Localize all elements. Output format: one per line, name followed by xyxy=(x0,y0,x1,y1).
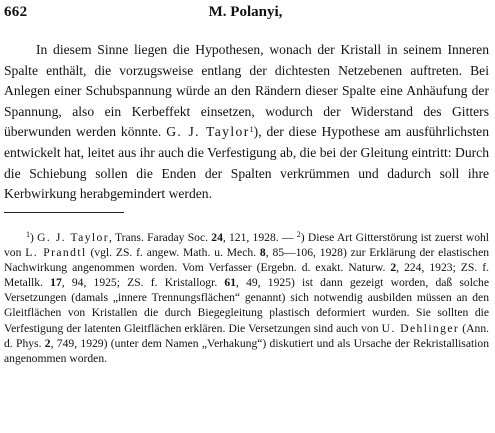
volume-number: 2 xyxy=(390,261,397,275)
footnote-text: , 224, 1923; ZS. f. Metallk. xyxy=(4,261,489,290)
footnote-text: , 49, 1925) ist dann gezeigt worden, daß solche Versetzungen (damals „innere Trennungsflächen“ genannt) sich notwendig ausbilden müssen an den Gleitflächen von Kristallen die durch Biegegleitung plastisch deformiert wurden. Sie sollten die Verfestigung der latenten Gleitflächen erklären. Die Versetzungen sind auch von xyxy=(4,276,489,335)
footnote-text: , 749, 1929) (unter dem Namen „Verhakung“) diskutiert und als Ursache der Rekristallisation angenommen worden. xyxy=(4,336,489,365)
footnote-author: L. Prandtl xyxy=(25,246,87,260)
footnote-text: ) Diese Art Gitterstörung ist zuerst wohl von xyxy=(4,231,490,260)
footnote-text: , Trans. Faraday Soc. xyxy=(109,231,208,244)
body-paragraph xyxy=(4,40,489,205)
text-segment: ), der diese Hypothese am ausführlichsten entwickelt hat, leitet aus ihr auch die Verfestigung ab, die bei der Gleitung eintritt: Durch die Schiebung sollen die Enden der Spalten verkrümmen und dadurch soll ihre Kerbwirkung herabgemindert werden. xyxy=(4,124,489,202)
footnote-text: (vgl. ZS. f. angew. Math. u. Mech. xyxy=(90,246,257,260)
footnotes xyxy=(4,230,489,366)
footnote-text: , 85—106, 1928) zur Erklärung der elastischen Nachwirkung angenommen worden. Vom Verfasser (Ergebn. d. exakt. Naturw. xyxy=(4,246,490,275)
volume-number: 8 xyxy=(259,246,266,260)
volume-number: 2 xyxy=(44,336,51,350)
footnote-text: , 121, 1928. — xyxy=(222,231,294,244)
footnote-marker[interactable]: 1 xyxy=(249,125,254,135)
footnote-paragraph: $^1$) G. J. Taylor, Trans. Faraday Soc. 24, 121, 1928. — $^2$) Diese Art Gitterstörung ist zuerst wohl von L. Prandtl (vgl. ZS. f. angew. Math. u. Mech. 8, 85—106, 1928) zur Erklärung der elastischen Nachwirkung angenommen worden. Vom Verfasser (Ergebn. d. exakt. Naturw. 2, 224, 1923; ZS. f. Metallk. 17, 94, 1925; ZS. f. Kristallogr. 61, 49, 1925) ist dann gezeigt worden, daß solche Versetzungen (damals „innere Trennungsflächen“ genannt) sich notwendig ausbilden müssen an den Gleitflächen von Kristallen die durch Biegegleitung plastisch deformiert wurden. Sie sollten die Verfestigung der latenten Gleitflächen erklären. Die Versetzungen sind auch von U. Dehlinger (Ann. d. Phys. 2, 749, 1929) (unter dem Namen „Verhakung“) diskutiert und als Ursache der Rekristallisation angenommen worden. xyxy=(4,230,490,365)
body-text xyxy=(4,40,489,205)
page-number: 662 xyxy=(4,4,28,20)
volume-number: 24 xyxy=(211,231,223,244)
volume-number: 61 xyxy=(224,276,237,290)
volume-number: 17 xyxy=(50,276,62,290)
footnote-text: (Ann. d. Phys. xyxy=(4,321,490,350)
footnote-text: , 94, 1925; ZS. f. Kristallogr. xyxy=(61,276,218,290)
author-name: G. J. Taylor xyxy=(166,124,250,140)
footnote-author: U. Dehlinger xyxy=(381,321,460,335)
footnote-rule xyxy=(4,212,124,213)
footnote-number: 2 xyxy=(296,230,301,239)
running-head: M. Polanyi, xyxy=(208,4,283,20)
text-segment: In diesem Sinne liegen die Hypothesen, wonach der Kristall in seinem Inneren Spalte enthält, die vorzugsweise entlang der dichtesten Netzebenen auftreten. Bei Anlegen einer Schubspannung würde an den Rändern dieser Spalte eine Anhäufung der Spannung, also ein Kerbeffekt einsetzen, wodurch der Widerstand des Gitters überwunden werden könnte. xyxy=(4,42,489,140)
footnote-number: 1 xyxy=(26,230,30,239)
footnote-author: G. J. Taylor xyxy=(37,231,110,244)
page-header xyxy=(4,2,487,24)
